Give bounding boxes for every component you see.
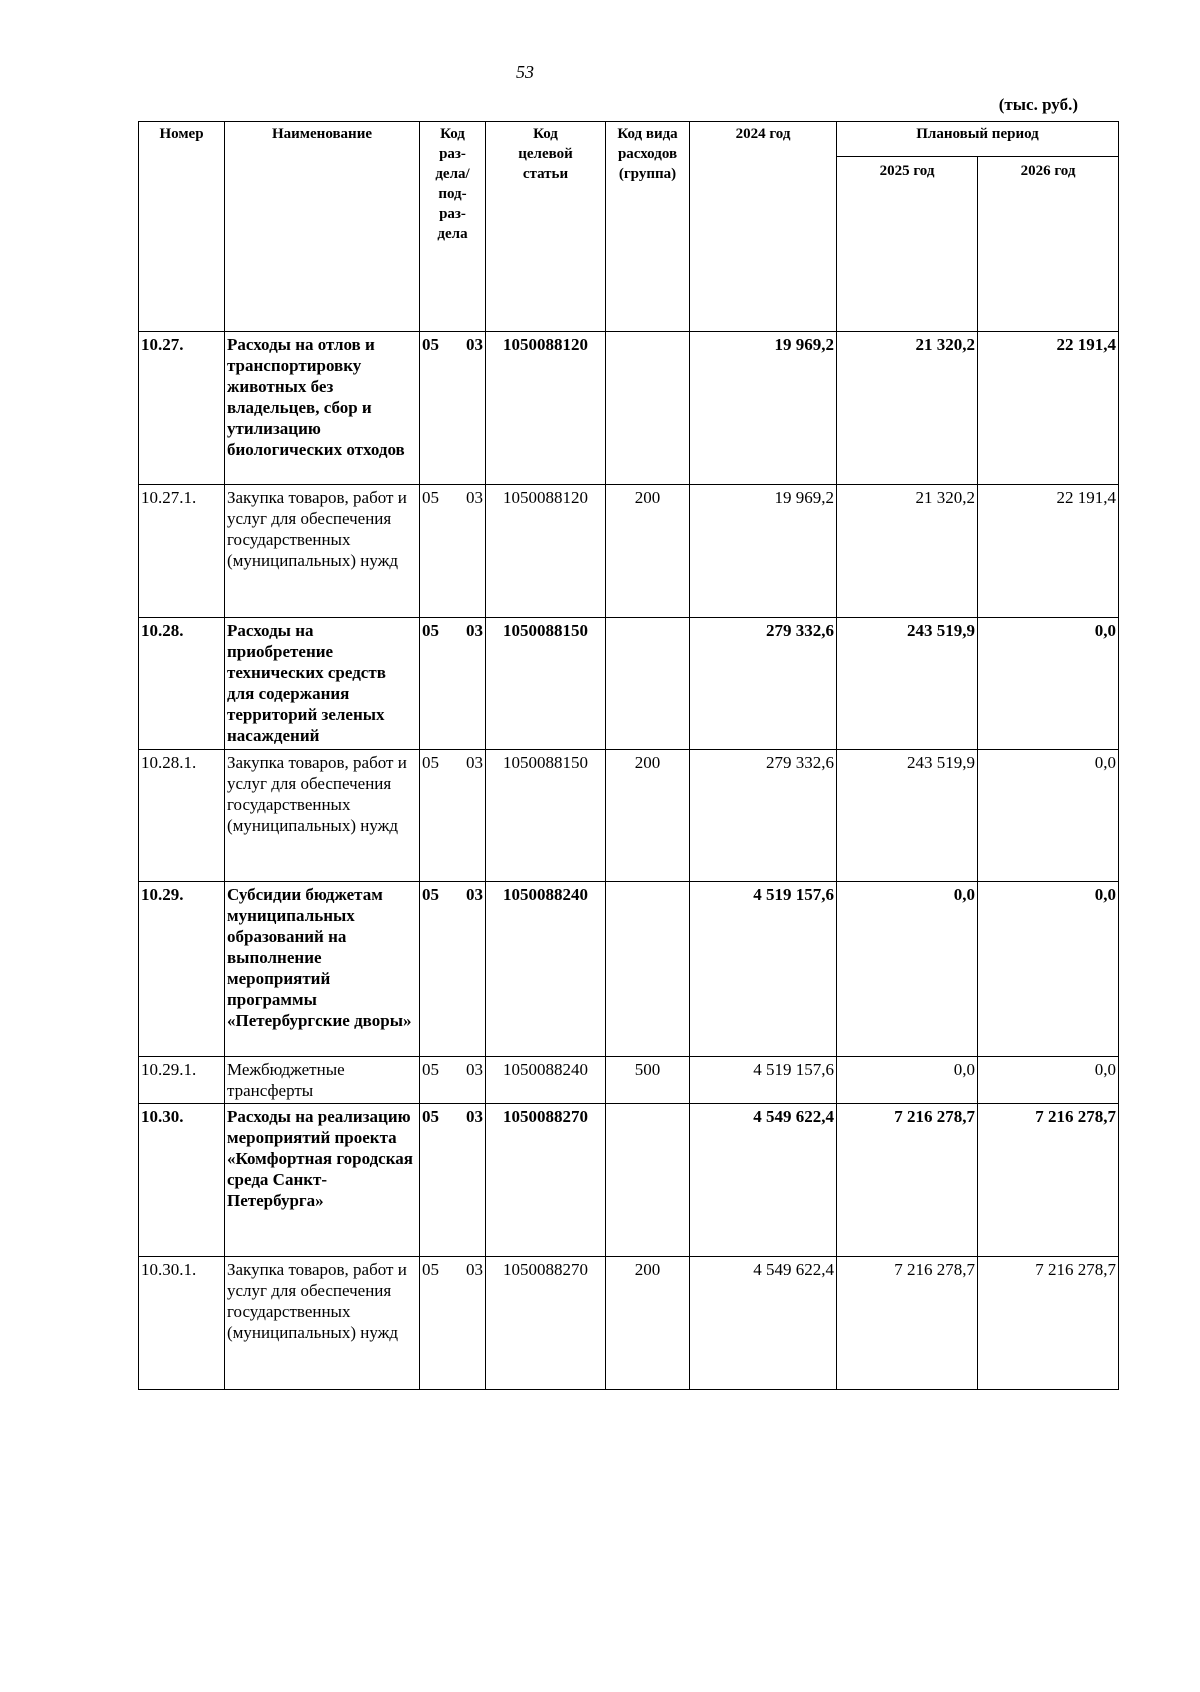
row-value-2024: 279 332,6 [690,618,837,750]
row-name: Расходы на отлов и транспортировку животных без владельцев, сбор и утилизацию биологических отходов [225,332,420,485]
subsection-part: 03 [466,335,483,354]
row-value-2024: 4 519 157,6 [690,1057,837,1104]
row-value-2026: 0,0 [978,750,1119,882]
row-target-code: 1050088120 [486,332,606,485]
row-expense-group [606,1104,690,1257]
table-row [139,1104,1119,1257]
row-value-2024: 19 969,2 [690,332,837,485]
row-target-code: 1050088270 [486,1257,606,1390]
header-year-2026: 2026 год [978,157,1119,332]
row-expense-group [606,882,690,1057]
section-part: 05 [422,1060,439,1079]
row-expense-group: 200 [606,1257,690,1390]
section-part: 05 [422,621,439,640]
subsection-part: 03 [466,1107,483,1126]
row-section-code [420,332,486,485]
row-value-2025: 21 320,2 [837,485,978,618]
subsection-part: 03 [466,1060,483,1079]
row-value-2026: 7 216 278,7 [978,1257,1119,1390]
header-target-code: Код целевой статьи [486,122,606,332]
row-number: 10.27. [139,332,225,485]
budget-table [138,121,1119,1390]
table-row [139,485,1119,618]
table-row [139,882,1119,1057]
subsection-part: 03 [466,753,483,772]
row-value-2024: 4 549 622,4 [690,1257,837,1390]
table-row [139,750,1119,882]
row-expense-group [606,332,690,485]
table-row [139,1057,1119,1104]
row-value-2025: 243 519,9 [837,750,978,882]
section-part: 05 [422,488,439,507]
row-value-2024: 19 969,2 [690,485,837,618]
row-expense-group: 200 [606,750,690,882]
row-value-2026: 0,0 [978,882,1119,1057]
row-name: Расходы на приобретение технических средств для содержания территорий зеленых насаждений [225,618,420,750]
row-value-2025: 0,0 [837,882,978,1057]
subsection-part: 03 [466,488,483,507]
row-section-code [420,1257,486,1390]
row-section-code [420,882,486,1057]
subsection-part: 03 [466,621,483,640]
row-section-code [420,618,486,750]
header-number: Номер [139,122,225,332]
section-part: 05 [422,1260,439,1279]
row-number: 10.29.1. [139,1057,225,1104]
row-section-code [420,750,486,882]
row-number: 10.29. [139,882,225,1057]
subsection-part: 03 [466,885,483,904]
row-number: 10.28.1. [139,750,225,882]
row-value-2025: 7 216 278,7 [837,1104,978,1257]
header-year-2025: 2025 год [837,157,978,332]
row-number: 10.30. [139,1104,225,1257]
row-value-2025: 21 320,2 [837,332,978,485]
row-number: 10.30.1. [139,1257,225,1390]
table-row [139,1257,1119,1390]
row-value-2024: 279 332,6 [690,750,837,882]
table-row [139,618,1119,750]
row-value-2026: 7 216 278,7 [978,1104,1119,1257]
row-section-code [420,1057,486,1104]
subsection-part: 03 [466,1260,483,1279]
row-expense-group [606,618,690,750]
row-value-2026: 0,0 [978,618,1119,750]
row-name: Расходы на реализацию мероприятий проекта «Комфортная городская среда Санкт-Петербурга» [225,1104,420,1257]
header-section-code: Код раз-дела/ под-раз-дела [420,122,486,332]
row-expense-group: 200 [606,485,690,618]
row-value-2025: 243 519,9 [837,618,978,750]
page-number: 53 [516,62,534,82]
section-part: 05 [422,335,439,354]
row-target-code: 1050088150 [486,618,606,750]
table-row [139,332,1119,485]
row-value-2025: 0,0 [837,1057,978,1104]
row-name: Закупка товаров, работ и услуг для обеспечения государственных (муниципальных) нужд [225,750,420,882]
row-target-code: 1050088240 [486,882,606,1057]
row-value-2026: 0,0 [978,1057,1119,1104]
header-planned-period: Плановый период [837,122,1119,157]
row-number: 10.28. [139,618,225,750]
row-value-2026: 22 191,4 [978,485,1119,618]
row-value-2026: 22 191,4 [978,332,1119,485]
row-section-code [420,485,486,618]
row-value-2024: 4 549 622,4 [690,1104,837,1257]
header-year-2024: 2024 год [690,122,837,332]
row-name: Межбюджетные трансферты [225,1057,420,1104]
section-part: 05 [422,753,439,772]
units-label: (тыс. руб.) [998,95,1078,114]
row-target-code: 1050088120 [486,485,606,618]
row-target-code: 1050088270 [486,1104,606,1257]
header-name: Наименование [225,122,420,332]
row-expense-group: 500 [606,1057,690,1104]
row-target-code: 1050088150 [486,750,606,882]
row-section-code [420,1104,486,1257]
row-value-2025: 7 216 278,7 [837,1257,978,1390]
row-name: Закупка товаров, работ и услуг для обеспечения государственных (муниципальных) нужд [225,485,420,618]
section-part: 05 [422,885,439,904]
row-number: 10.27.1. [139,485,225,618]
row-name: Субсидии бюджетам муниципальных образований на выполнение мероприятий программы «Петербургские дворы» [225,882,420,1057]
row-target-code: 1050088240 [486,1057,606,1104]
row-name: Закупка товаров, работ и услуг для обеспечения государственных (муниципальных) нужд [225,1257,420,1390]
section-part: 05 [422,1107,439,1126]
row-value-2024: 4 519 157,6 [690,882,837,1057]
header-expense-group: Код вида расходов (группа) [606,122,690,332]
